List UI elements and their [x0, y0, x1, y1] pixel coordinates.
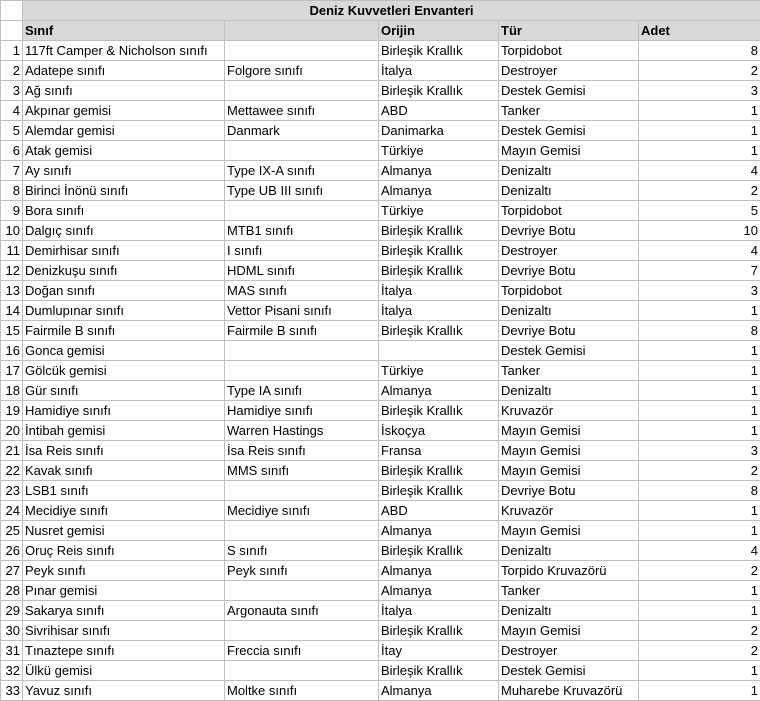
cell-alt[interactable]: Type UB III sınıfı — [225, 181, 379, 201]
cell-orijin[interactable]: Birleşik Krallık — [379, 661, 499, 681]
cell-sinif[interactable]: Gölcük gemisi — [23, 361, 225, 381]
row-number[interactable]: 17 — [1, 361, 23, 381]
cell-adet[interactable]: 1 — [639, 401, 760, 421]
table-row — [1, 81, 760, 101]
cell-alt[interactable]: MMS sınıfı — [225, 461, 379, 481]
cell-tur[interactable]: Destroyer — [499, 241, 639, 261]
cell-alt[interactable] — [225, 521, 379, 541]
cell-sinif[interactable]: 117ft Camper & Nicholson sınıfı — [23, 41, 225, 61]
table-row — [1, 181, 760, 201]
cell-orijin[interactable]: Birleşik Krallık — [379, 241, 499, 261]
cell-alt[interactable]: Vettor Pisani sınıfı — [225, 301, 379, 321]
table-row — [1, 601, 760, 621]
cell-sinif[interactable]: Adatepe sınıfı — [23, 61, 225, 81]
row-number[interactable]: 4 — [1, 101, 23, 121]
cell-alt[interactable] — [225, 41, 379, 61]
cell-tur[interactable]: Torpidobot — [499, 281, 639, 301]
table-row — [1, 301, 760, 321]
cell-tur[interactable]: Muharebe Kruvazörü — [499, 681, 639, 701]
cell-tur[interactable]: Mayın Gemisi — [499, 461, 639, 481]
cell-tur[interactable]: Destek Gemisi — [499, 121, 639, 141]
cell-alt[interactable]: I sınıfı — [225, 241, 379, 261]
cell-sinif[interactable]: Denizkuşu sınıfı — [23, 261, 225, 281]
cell-tur[interactable]: Tanker — [499, 581, 639, 601]
header-alt[interactable] — [225, 21, 379, 41]
table-row — [1, 681, 760, 701]
cell-adet[interactable]: 1 — [639, 341, 760, 361]
cell-alt[interactable]: Mettawee sınıfı — [225, 101, 379, 121]
cell-adet[interactable]: 2 — [639, 621, 760, 641]
cell-adet[interactable]: 5 — [639, 201, 760, 221]
cell-alt[interactable]: İsa Reis sınıfı — [225, 441, 379, 461]
row-number[interactable]: 12 — [1, 261, 23, 281]
sheet-title[interactable]: Deniz Kuvvetleri Envanteri — [23, 1, 760, 21]
cell-adet[interactable]: 1 — [639, 661, 760, 681]
cell-sinif[interactable]: Kavak sınıfı — [23, 461, 225, 481]
cell-orijin[interactable]: Birleşik Krallık — [379, 81, 499, 101]
cell-tur[interactable]: Destek Gemisi — [499, 341, 639, 361]
table-row — [1, 201, 760, 221]
cell-tur[interactable]: Denizaltı — [499, 181, 639, 201]
cell-orijin[interactable]: Türkiye — [379, 361, 499, 381]
cell-adet[interactable]: 2 — [639, 641, 760, 661]
cell-alt[interactable] — [225, 481, 379, 501]
header-corner-cell[interactable] — [1, 21, 23, 41]
cell-adet[interactable]: 10 — [639, 221, 760, 241]
cell-sinif[interactable]: İntibah gemisi — [23, 421, 225, 441]
table-row — [1, 381, 760, 401]
cell-orijin[interactable]: Almanya — [379, 381, 499, 401]
row-number[interactable]: 2 — [1, 61, 23, 81]
cell-sinif[interactable]: Yavuz sınıfı — [23, 681, 225, 701]
row-number[interactable]: 10 — [1, 221, 23, 241]
row-number[interactable]: 25 — [1, 521, 23, 541]
table-row — [1, 341, 760, 361]
row-number[interactable]: 16 — [1, 341, 23, 361]
cell-sinif[interactable]: Dalgıç sınıfı — [23, 221, 225, 241]
row-number[interactable]: 19 — [1, 401, 23, 421]
row-number[interactable]: 8 — [1, 181, 23, 201]
table-row — [1, 121, 760, 141]
table-row — [1, 501, 760, 521]
cell-adet[interactable]: 1 — [639, 521, 760, 541]
cell-alt[interactable]: Type IA sınıfı — [225, 381, 379, 401]
table-row — [1, 521, 760, 541]
cell-orijin[interactable]: Almanya — [379, 161, 499, 181]
cell-sinif[interactable]: Ağ sınıfı — [23, 81, 225, 101]
cell-orijin[interactable]: İtalya — [379, 281, 499, 301]
table-row — [1, 321, 760, 341]
table-row — [1, 641, 760, 661]
cell-adet[interactable]: 1 — [639, 141, 760, 161]
cell-alt[interactable]: Peyk sınıfı — [225, 561, 379, 581]
cell-orijin[interactable]: Almanya — [379, 681, 499, 701]
row-number[interactable]: 23 — [1, 481, 23, 501]
cell-sinif[interactable]: Fairmile B sınıfı — [23, 321, 225, 341]
row-number[interactable]: 22 — [1, 461, 23, 481]
cell-adet[interactable]: 3 — [639, 81, 760, 101]
cell-alt[interactable] — [225, 621, 379, 641]
table-row — [1, 241, 760, 261]
cell-alt[interactable]: Argonauta sınıfı — [225, 601, 379, 621]
cell-adet[interactable]: 7 — [639, 261, 760, 281]
cell-adet[interactable]: 4 — [639, 241, 760, 261]
cell-tur[interactable]: Devriye Botu — [499, 321, 639, 341]
cell-adet[interactable]: 1 — [639, 301, 760, 321]
cell-alt[interactable]: Fairmile B sınıfı — [225, 321, 379, 341]
cell-adet[interactable]: 1 — [639, 681, 760, 701]
cell-orijin[interactable]: Birleşik Krallık — [379, 41, 499, 61]
cell-alt[interactable] — [225, 141, 379, 161]
cell-tur[interactable]: Devriye Botu — [499, 221, 639, 241]
cell-alt[interactable]: MTB1 sınıfı — [225, 221, 379, 241]
cell-adet[interactable]: 1 — [639, 421, 760, 441]
header-adet[interactable]: Adet — [639, 21, 760, 41]
row-number[interactable]: 21 — [1, 441, 23, 461]
row-number[interactable]: 6 — [1, 141, 23, 161]
row-number[interactable]: 31 — [1, 641, 23, 661]
table-row — [1, 481, 760, 501]
table-row — [1, 541, 760, 561]
cell-orijin[interactable]: İtalya — [379, 601, 499, 621]
cell-tur[interactable]: Mayın Gemisi — [499, 441, 639, 461]
cell-sinif[interactable]: İsa Reis sınıfı — [23, 441, 225, 461]
header-row — [1, 21, 760, 41]
cell-orijin[interactable]: Birleşik Krallık — [379, 261, 499, 281]
table-row — [1, 421, 760, 441]
cell-sinif[interactable]: Nusret gemisi — [23, 521, 225, 541]
cell-alt[interactable] — [225, 581, 379, 601]
cell-adet[interactable]: 2 — [639, 181, 760, 201]
cell-sinif[interactable]: Hamidiye sınıfı — [23, 401, 225, 421]
cell-sinif[interactable]: Gür sınıfı — [23, 381, 225, 401]
cell-alt[interactable] — [225, 361, 379, 381]
cell-orijin[interactable]: Birleşik Krallık — [379, 481, 499, 501]
cell-adet[interactable]: 1 — [639, 101, 760, 121]
cell-orijin[interactable]: Almanya — [379, 181, 499, 201]
row-number[interactable]: 29 — [1, 601, 23, 621]
header-sinif[interactable]: Sınıf — [23, 21, 225, 41]
row-number[interactable]: 7 — [1, 161, 23, 181]
row-number[interactable]: 13 — [1, 281, 23, 301]
cell-adet[interactable]: 2 — [639, 461, 760, 481]
cell-sinif[interactable]: Peyk sınıfı — [23, 561, 225, 581]
table-row — [1, 261, 760, 281]
cell-sinif[interactable]: LSB1 sınıfı — [23, 481, 225, 501]
cell-adet[interactable]: 1 — [639, 381, 760, 401]
cell-adet[interactable]: 1 — [639, 601, 760, 621]
cell-orijin[interactable]: İskoçya — [379, 421, 499, 441]
row-number[interactable]: 20 — [1, 421, 23, 441]
cell-sinif[interactable]: Sakarya sınıfı — [23, 601, 225, 621]
cell-adet[interactable]: 3 — [639, 281, 760, 301]
cell-orijin[interactable] — [379, 341, 499, 361]
cell-alt[interactable]: MAS sınıfı — [225, 281, 379, 301]
sheet-body — [1, 1, 760, 701]
row-number[interactable]: 15 — [1, 321, 23, 341]
cell-adet[interactable]: 1 — [639, 581, 760, 601]
cell-alt[interactable] — [225, 341, 379, 361]
row-number[interactable]: 14 — [1, 301, 23, 321]
cell-alt[interactable] — [225, 661, 379, 681]
cell-orijin[interactable]: Birleşik Krallık — [379, 401, 499, 421]
row-number[interactable]: 11 — [1, 241, 23, 261]
cell-sinif[interactable]: Ülkü gemisi — [23, 661, 225, 681]
cell-adet[interactable]: 1 — [639, 361, 760, 381]
table-row — [1, 561, 760, 581]
cell-alt[interactable]: HDML sınıfı — [225, 261, 379, 281]
row-number[interactable]: 30 — [1, 621, 23, 641]
cell-tur[interactable]: Tanker — [499, 361, 639, 381]
cell-orijin[interactable]: İtay — [379, 641, 499, 661]
cell-adet[interactable]: 8 — [639, 41, 760, 61]
cell-orijin[interactable]: Fransa — [379, 441, 499, 461]
row-number[interactable]: 5 — [1, 121, 23, 141]
cell-orijin[interactable]: Türkiye — [379, 141, 499, 161]
cell-tur[interactable]: Torpido Kruvazörü — [499, 561, 639, 581]
cell-orijin[interactable]: ABD — [379, 101, 499, 121]
cell-sinif[interactable]: Pınar gemisi — [23, 581, 225, 601]
cell-orijin[interactable]: Türkiye — [379, 201, 499, 221]
cell-sinif[interactable]: Ay sınıfı — [23, 161, 225, 181]
cell-tur[interactable]: Mayın Gemisi — [499, 141, 639, 161]
row-number[interactable]: 27 — [1, 561, 23, 581]
cell-alt[interactable]: Warren Hastings — [225, 421, 379, 441]
table-row — [1, 441, 760, 461]
cell-alt[interactable]: Hamidiye sınıfı — [225, 401, 379, 421]
cell-orijin[interactable]: İtalya — [379, 61, 499, 81]
cell-tur[interactable]: Destroyer — [499, 641, 639, 661]
cell-adet[interactable]: 2 — [639, 61, 760, 81]
cell-adet[interactable]: 1 — [639, 501, 760, 521]
cell-sinif[interactable]: Atak gemisi — [23, 141, 225, 161]
cell-tur[interactable]: Mayın Gemisi — [499, 521, 639, 541]
cell-alt[interactable]: S sınıfı — [225, 541, 379, 561]
cell-tur[interactable]: Denizaltı — [499, 161, 639, 181]
table-row — [1, 101, 760, 121]
cell-orijin[interactable]: Almanya — [379, 561, 499, 581]
cell-orijin[interactable]: Almanya — [379, 581, 499, 601]
table-row — [1, 141, 760, 161]
corner-cell[interactable] — [1, 1, 23, 21]
cell-tur[interactable]: Kruvazör — [499, 401, 639, 421]
cell-tur[interactable]: Tanker — [499, 101, 639, 121]
cell-sinif[interactable]: Demirhisar sınıfı — [23, 241, 225, 261]
table-row — [1, 581, 760, 601]
row-number[interactable]: 1 — [1, 41, 23, 61]
header-orijin[interactable]: Orijin — [379, 21, 499, 41]
cell-orijin[interactable]: Almanya — [379, 521, 499, 541]
cell-adet[interactable]: 1 — [639, 121, 760, 141]
cell-adet[interactable]: 2 — [639, 561, 760, 581]
cell-alt[interactable]: Folgore sınıfı — [225, 61, 379, 81]
cell-alt[interactable] — [225, 201, 379, 221]
cell-tur[interactable]: Denizaltı — [499, 541, 639, 561]
cell-tur[interactable]: Denizaltı — [499, 381, 639, 401]
cell-tur[interactable]: Destek Gemisi — [499, 81, 639, 101]
cell-tur[interactable]: Kruvazör — [499, 501, 639, 521]
cell-tur[interactable]: Denizaltı — [499, 601, 639, 621]
table-row — [1, 161, 760, 181]
cell-tur[interactable]: Torpidobot — [499, 41, 639, 61]
cell-adet[interactable]: 8 — [639, 481, 760, 501]
cell-sinif[interactable]: Bora sınıfı — [23, 201, 225, 221]
cell-alt[interactable]: Type IX-A sınıfı — [225, 161, 379, 181]
cell-alt[interactable]: Freccia sınıfı — [225, 641, 379, 661]
cell-sinif[interactable]: Dumlupınar sınıfı — [23, 301, 225, 321]
row-number[interactable]: 18 — [1, 381, 23, 401]
cell-sinif[interactable]: Alemdar gemisi — [23, 121, 225, 141]
cell-tur[interactable]: Mayın Gemisi — [499, 621, 639, 641]
table-row — [1, 621, 760, 641]
cell-sinif[interactable]: Akpınar gemisi — [23, 101, 225, 121]
row-number[interactable]: 9 — [1, 201, 23, 221]
row-number[interactable]: 26 — [1, 541, 23, 561]
cell-sinif[interactable]: Sivrihisar sınıfı — [23, 621, 225, 641]
table-row — [1, 361, 760, 381]
cell-alt[interactable] — [225, 81, 379, 101]
row-number[interactable]: 3 — [1, 81, 23, 101]
row-number[interactable]: 24 — [1, 501, 23, 521]
cell-tur[interactable]: Devriye Botu — [499, 261, 639, 281]
header-tur[interactable]: Tür — [499, 21, 639, 41]
cell-tur[interactable]: Devriye Botu — [499, 481, 639, 501]
cell-orijin[interactable]: Birleşik Krallık — [379, 321, 499, 341]
cell-sinif[interactable]: Doğan sınıfı — [23, 281, 225, 301]
cell-orijin[interactable]: Birleşik Krallık — [379, 621, 499, 641]
cell-orijin[interactable]: Birleşik Krallık — [379, 541, 499, 561]
cell-sinif[interactable]: Mecidiye sınıfı — [23, 501, 225, 521]
cell-orijin[interactable]: İtalya — [379, 301, 499, 321]
cell-tur[interactable]: Destroyer — [499, 61, 639, 81]
table-row — [1, 461, 760, 481]
cell-orijin[interactable]: ABD — [379, 501, 499, 521]
cell-alt[interactable]: Moltke sınıfı — [225, 681, 379, 701]
row-number[interactable]: 32 — [1, 661, 23, 681]
cell-tur[interactable]: Mayın Gemisi — [499, 421, 639, 441]
cell-alt[interactable]: Mecidiye sınıfı — [225, 501, 379, 521]
row-number[interactable]: 33 — [1, 681, 23, 701]
table-row — [1, 61, 760, 81]
title-row — [1, 1, 760, 21]
cell-orijin[interactable]: Birleşik Krallık — [379, 221, 499, 241]
table-row — [1, 221, 760, 241]
table-row — [1, 281, 760, 301]
cell-orijin[interactable]: Danimarka — [379, 121, 499, 141]
cell-sinif[interactable]: Tınaztepe sınıfı — [23, 641, 225, 661]
cell-sinif[interactable]: Gonca gemisi — [23, 341, 225, 361]
cell-tur[interactable]: Torpidobot — [499, 201, 639, 221]
cell-alt[interactable]: Danmark — [225, 121, 379, 141]
cell-sinif[interactable]: Birinci İnönü sınıfı — [23, 181, 225, 201]
table-row — [1, 41, 760, 61]
table-row — [1, 661, 760, 681]
cell-tur[interactable]: Destek Gemisi — [499, 661, 639, 681]
cell-tur[interactable]: Denizaltı — [499, 301, 639, 321]
table-row — [1, 401, 760, 421]
cell-adet[interactable]: 8 — [639, 321, 760, 341]
cell-adet[interactable]: 4 — [639, 161, 760, 181]
cell-orijin[interactable]: Birleşik Krallık — [379, 461, 499, 481]
cell-adet[interactable]: 4 — [639, 541, 760, 561]
cell-adet[interactable]: 3 — [639, 441, 760, 461]
row-number[interactable]: 28 — [1, 581, 23, 601]
cell-sinif[interactable]: Oruç Reis sınıfı — [23, 541, 225, 561]
